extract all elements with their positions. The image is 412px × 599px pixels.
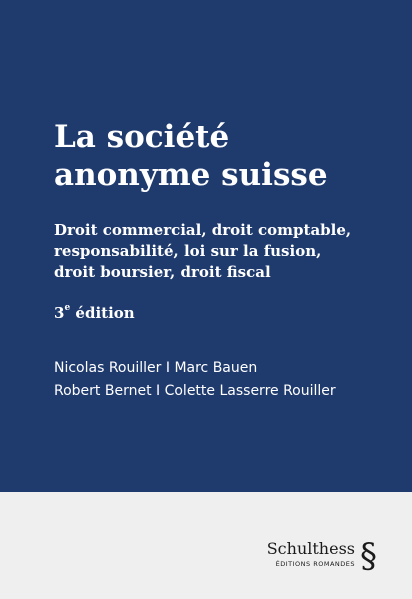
title-line-2: anonyme suisse bbox=[54, 157, 328, 193]
book-subtitle bbox=[54, 220, 384, 283]
authors-line-2: Robert Bernet I Colette Lasserre Rouiller bbox=[54, 383, 336, 399]
edition-word: édition bbox=[75, 304, 135, 322]
title-line-1: La société bbox=[54, 119, 230, 155]
publisher-name: Schulthess bbox=[266, 539, 355, 558]
authors-line-1: Nicolas Rouiller I Marc Bauen bbox=[54, 360, 258, 376]
authors-block bbox=[54, 357, 336, 403]
book-title bbox=[54, 118, 384, 194]
subtitle-line-3: droit boursier, droit fiscal bbox=[54, 263, 271, 281]
edition-suffix: e bbox=[64, 303, 71, 313]
subtitle-line-2: responsabilité, loi sur la fusion, bbox=[54, 242, 322, 260]
publisher-logo bbox=[261, 536, 381, 580]
publisher-subtitle: ÉDITIONS ROMANDES bbox=[275, 560, 355, 568]
edition-label bbox=[54, 300, 135, 323]
section-sign-icon: § bbox=[360, 536, 377, 576]
edition-number: 3 bbox=[54, 304, 65, 322]
subtitle-line-1: Droit commercial, droit comptable, bbox=[54, 221, 352, 239]
